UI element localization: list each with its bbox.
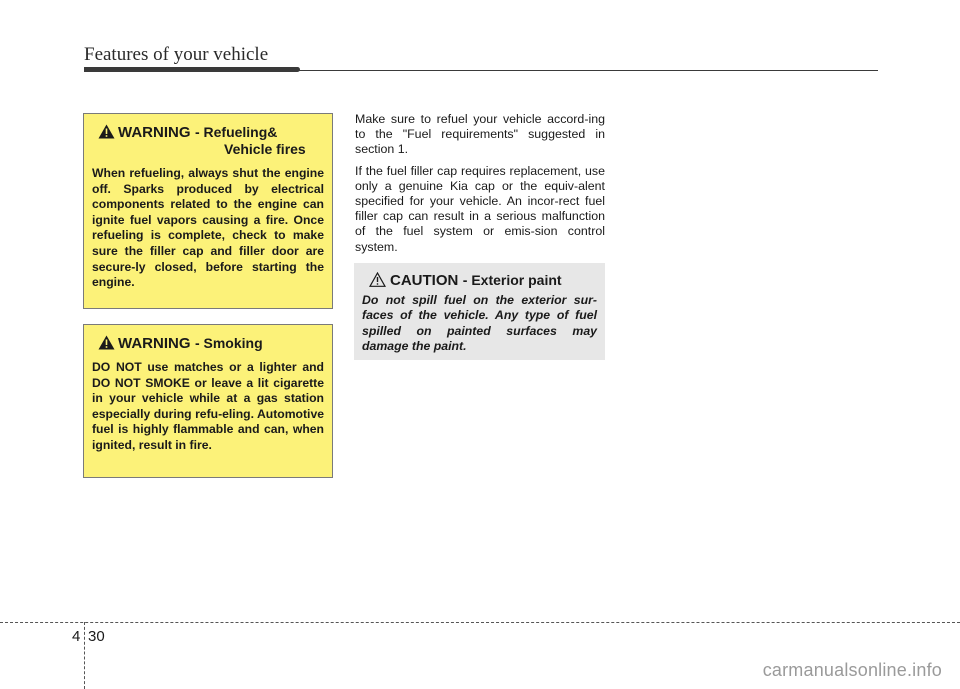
warning-label: WARNING [118,335,191,352]
header-rule-thin [84,70,878,71]
warning-title [92,124,324,158]
warning-subtitle: - Smoking [194,335,263,351]
warning-icon [98,124,115,139]
warning-icon [98,335,115,350]
warning-subtitle-line2: Vehicle fires [224,141,306,157]
warning-body: When refueling, always shut the engine off. Sparks produced by electrical components related to the engine can ignite fuel vapors causing a fire. Once refueling is complete, check to make sure the filler cap and filler door are secure-ly closed, before starting the engine. [92,166,324,290]
warning-box-smoking [83,324,333,478]
caution-subtitle: - Exterior paint [462,272,562,288]
warning-subtitle: - Refueling& [194,124,278,140]
footer-divider [84,622,85,689]
caution-box-exterior-paint [354,263,605,360]
caution-body: Do not spill fuel on the exterior sur-faces of the vehicle. Any type of fuel spilled on painted surfaces may damage the paint. [362,293,597,354]
caution-label: CAUTION [390,272,459,289]
page-header-title: Features of your vehicle [84,44,269,65]
page-number: 30 [88,628,105,645]
chapter-number: 4 [72,628,81,645]
warning-label: WARNING [118,124,191,141]
warning-body: DO NOT use matches or a lighter and DO NOT SMOKE or leave a lit cigarette in your vehicle while at a gas station especially during refu-eling. Automotive fuel is highly flammable and can, when ignited, result in fire. [92,360,324,452]
warning-title [92,335,324,352]
footer-rule [0,622,960,623]
caution-title [362,272,597,289]
paragraph-fuel-requirements: Make sure to refuel your vehicle accord-ing to the "Fuel requirements" suggested in section 1. [355,112,605,157]
warning-box-refueling [83,113,333,309]
main-text-column [355,112,605,261]
watermark-text: carmanualsonline.info [762,660,942,680]
caution-icon [369,272,386,287]
paragraph-filler-cap: If the fuel filler cap requires replacement, use only a genuine Kia cap or the equiv-alent specified for your vehicle. An incor-rect fuel filler cap can result in a serious malfunction of the fuel system or emis-sion control system. [355,163,605,254]
